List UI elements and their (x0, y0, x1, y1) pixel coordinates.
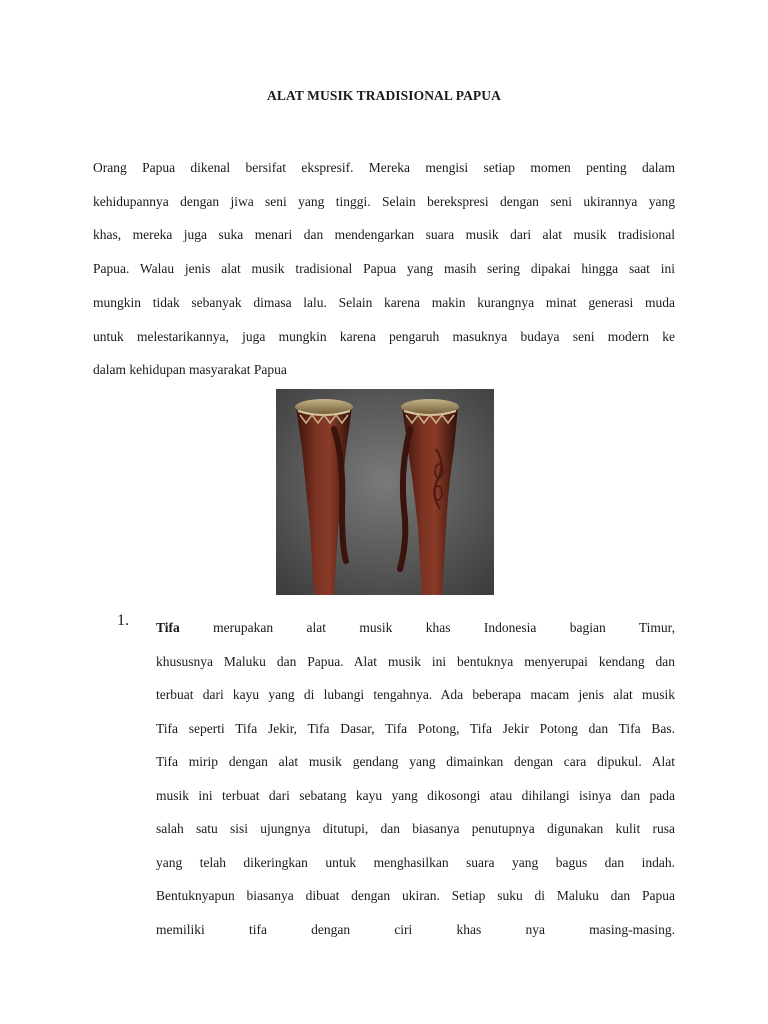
list-item-line: memiliki tifa dengan ciri khas nya masing-masing. (156, 921, 675, 937)
list-item-line: khususnya Maluku dan Papua. Alat musik ini bentuknya menyerupai kendang dan (156, 653, 675, 669)
list-item-line: terbuat dari kayu yang di lubangi tengahnya. Ada beberapa macam jenis alat musik (156, 687, 675, 702)
intro-line: khas, mereka juga suka menari dan mendengarkan suara musik dari alat musik tradisional (93, 227, 675, 243)
list-item-line: salah satu sisi ujungnya ditutupi, dan biasanya penutupnya digunakan kulit rusa (156, 821, 675, 836)
list-item-lead: Tifa (156, 620, 180, 635)
intro-paragraph (93, 151, 675, 387)
list-item-line: Bentuknyapun biasanya dibuat dengan ukiran. Setiap suku di Maluku dan Papua (156, 888, 675, 903)
list-item-first-line (156, 611, 675, 645)
list-item-line: musik ini terbuat dari sebatang kayu yang dikosongi atau dihilangi isinya dan pada (156, 787, 675, 803)
tifa-drums-image (276, 389, 494, 595)
intro-line: Orang Papua dikenal bersifat ekspresif. Mereka mengisi setiap momen penting dalam (93, 160, 675, 175)
intro-line: kehidupannya dengan jiwa seni yang tinggi. Selain berekspresi dengan seni ukirannya yang (93, 193, 675, 209)
list-item-first-line-text: merupakan alat musik khas Indonesia bagian Timur, (213, 620, 675, 635)
intro-line: untuk melestarikannya, juga mungkin karena pengaruh masuknya budaya seni modern ke (93, 328, 675, 344)
list-item-line: Tifa seperti Tifa Jekir, Tifa Dasar, Tifa Potong, Tifa Jekir Potong dan Tifa Bas. (156, 720, 675, 736)
intro-line: mungkin tidak sebanyak dimasa lalu. Selain karena makin kurangnya minat generasi muda (93, 294, 675, 310)
list-item-tifa (156, 611, 675, 946)
intro-line: Papua. Walau jenis alat musik tradisional Papua yang masih sering dipakai hingga saat ini (93, 261, 675, 277)
list-item-line: yang telah dikeringkan untuk menghasilkan suara yang bagus dan indah. (156, 854, 675, 870)
list-item-line: Tifa mirip dengan alat musik gendang yang dimainkan dengan cara dipukul. Alat (156, 754, 675, 769)
page-title: ALAT MUSIK TRADISIONAL PAPUA (267, 88, 501, 103)
intro-line: dalam kehidupan masyarakat Papua (93, 362, 287, 378)
list-number: 1. (117, 612, 129, 629)
